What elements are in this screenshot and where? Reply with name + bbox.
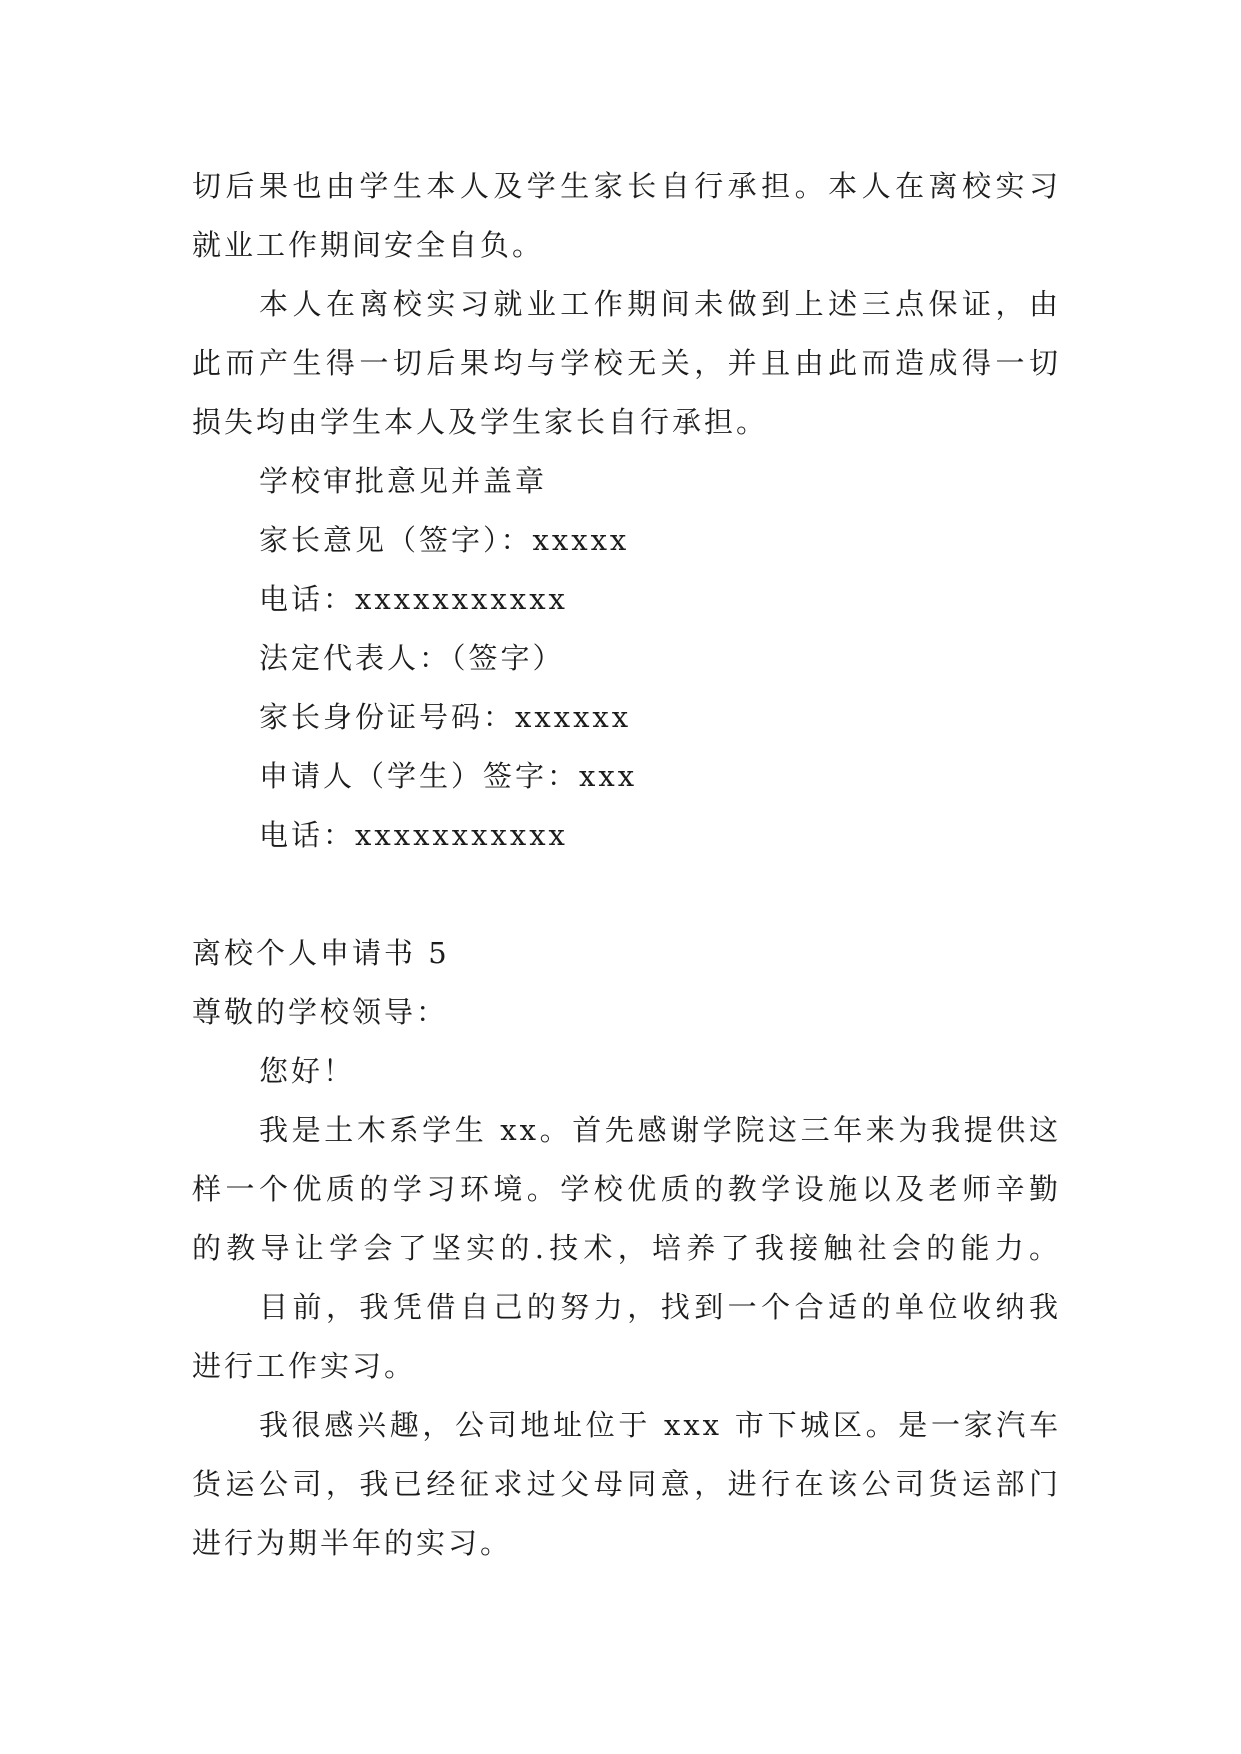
applicant-signature-line: 申请人（学生）签字：xxx <box>259 759 638 793</box>
letter-title: 离校个人申请书 5 <box>192 936 450 970</box>
paragraph-line: 样一个优质的学习环境。学校优质的教学设施以及老师辛勤 <box>192 1172 1061 1206</box>
parent-opinion-line: 家长意见（签字）：xxxxx <box>259 523 630 557</box>
parent-id-number-line: 家长身份证号码：xxxxxx <box>259 700 632 734</box>
guarantee-paragraph <box>192 275 1061 452</box>
phone-line: 电话：xxxxxxxxxxx <box>259 582 568 616</box>
legal-representative-line: 法定代表人：（签字） <box>259 641 565 675</box>
letter-salutation: 尊敬的学校领导： <box>192 995 449 1029</box>
paragraph-line: 货运公司，我已经征求过父母同意，进行在该公司货运部门 <box>192 1467 1061 1501</box>
continuation-paragraph <box>192 157 1061 275</box>
paragraph-line: 本人在离校实习就业工作期间未做到上述三点保证，由 <box>259 287 1061 321</box>
paragraph-line: 切后果也由学生本人及学生家长自行承担。本人在离校实习 <box>192 169 1061 203</box>
letter-paragraph <box>192 1101 1061 1278</box>
paragraph-line: 我是土木系学生 xx。首先感谢学院这三年来为我提供这 <box>259 1113 1061 1147</box>
paragraph-line: 我很感兴趣，公司地址位于 xxx 市下城区。是一家汽车 <box>259 1408 1061 1442</box>
paragraph-line: 就业工作期间安全自负。 <box>192 228 545 262</box>
blank-line <box>192 865 1061 924</box>
letter-paragraph <box>192 1278 1061 1396</box>
school-approval-line: 学校审批意见并盖章 <box>259 464 548 498</box>
paragraph-line: 损失均由学生本人及学生家长自行承担。 <box>192 405 769 439</box>
letter-section <box>192 924 1061 1573</box>
letter-greeting: 您好！ <box>259 1054 356 1088</box>
paragraph-line: 进行工作实习。 <box>192 1349 417 1383</box>
phone-line: 电话：xxxxxxxxxxx <box>259 818 568 852</box>
letter-paragraph <box>192 1396 1061 1573</box>
paragraph-line: 此而产生得一切后果均与学校无关，并且由此而造成得一切 <box>192 346 1061 380</box>
document-body <box>192 157 1061 1573</box>
paragraph-line: 的教导让学会了坚实的.技术，培养了我接触社会的能力。 <box>192 1231 1061 1265</box>
paragraph-line: 目前，我凭借自己的努力，找到一个合适的单位收纳我 <box>259 1290 1061 1324</box>
signature-block <box>192 452 1061 865</box>
paragraph-line: 进行为期半年的实习。 <box>192 1526 513 1560</box>
